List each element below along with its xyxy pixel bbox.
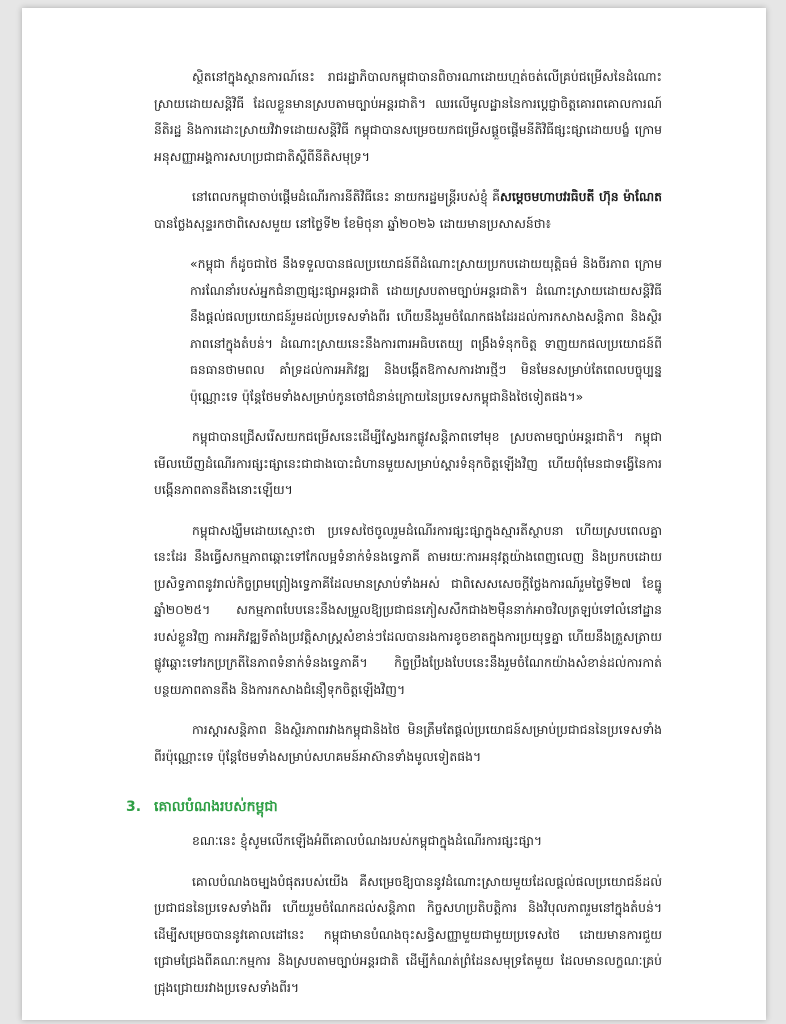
paragraph-speech-intro — [154, 184, 662, 237]
paragraph-asean: ការស្តារសន្តិភាព និងស្ថិរភាពរវាងកម្ពុជានិងថៃ មិនត្រឹមតែផ្តល់ប្រយោជន៍សម្រាប់ប្រជាជននៃប្រទេសទាំងពីរប៉ុណ្ណោះទេ ប៉ុន្តែថែមទាំងសម្រាប់សហគមន៍អាស៊ានទាំងមូលទៀតផង។ — [154, 722, 662, 764]
speech-intro-text-end: បានថ្លែងសុន្ទរកថាពិសេសមួយ នៅថ្ងៃទី២ ខែមិថុនា ឆ្នាំ២០២៦ ដោយមានប្រសាសន៍ថា៖ — [154, 215, 551, 231]
section-heading — [126, 794, 662, 820]
speech-intro-text: នៅពេលកម្ពុជាចាប់ផ្តើមដំណើរការនីតិវិធីនេះ នាយករដ្ឋមន្ត្រីរបស់ខ្ញុំ គឺ — [192, 189, 501, 204]
paragraph-context: ស្ថិតនៅក្នុងស្ថានការណ៍នេះ រាជរដ្ឋាភិបាលកម្ពុជាបានពិចារណាដោយហ្មត់ចត់លើគ្រប់ជម្រើសនៃដំណោះស្រាយដោយសន្តិវិធី ដែលខ្លួនមានស្របតាមច្បាប់អន្តរជាតិ។ ឈរលើមូលដ្ឋាននៃការប្តេជ្ញាចិត្តគោរពគោលការណ៍នីតិរដ្ឋ និងការដោះស្រាយវិវាទដោយសន្តិវិធី កម្ពុជាបានសម្រេចយកជម្រើសផ្តួចផ្តើមនីតិវិធីផ្សះផ្សាដោយបង្ខំ ក្រោមអនុសញ្ញាអង្គការសហប្រជាជាតិស្តីពីនីតិសមុទ្រ។ — [154, 69, 662, 164]
paragraph-objective: គោលបំណងចម្បងបំផុតរបស់យើង គឺសម្រេចឱ្យបាននូវដំណោះស្រាយមួយដែលផ្តល់ផលប្រយោជន៍ដល់ប្រជាជននៃប្រទេសទាំងពីរ ហើយរួមចំណែកដល់សន្តិភាព កិច្ចសហប្រតិបត្តិការ និងវិបុលភាពរួមនៅក្នុងតំបន់។ ដើម្បីសម្រេចបាននូវគោលដៅនេះ កម្ពុជាមានបំណងចុះសន្ធិសញ្ញាមួយជាមួយប្រទេសថៃ ដោយមានការជួយជ្រោមជ្រែងពីគណៈកម្មការ និងស្របតាមច្បាប់អន្តរជាតិ ដើម្បីកំណត់ព្រំដែនសមុទ្រតែមួយ ដែលមានលក្ខណៈគ្រប់ជ្រុងជ្រោយរវាងប្រទេសទាំងពីរ។ — [154, 873, 662, 995]
document-page — [22, 8, 766, 1020]
section-number: 3. — [126, 799, 142, 815]
paragraph-section-intro: ខណៈនេះ ខ្ញុំសូមលើកឡើងអំពីគោលបំណងរបស់កម្ពុជាក្នុងដំណើរការផ្សះផ្សា។ — [192, 833, 543, 848]
section-title: គោលបំណងរបស់កម្ពុជា — [154, 799, 278, 815]
speech-quote: «កម្ពុជា ក៏ដូចជាថៃ នឹងទទួលបានផលប្រយោជន៍ពីដំណោះស្រាយប្រកបដោយយុត្តិធម៌ និងចីរភាព ក្រោមការណែនាំរបស់អ្នកជំនាញផ្សះផ្សាអន្តរជាតិ ដោយស្របតាមច្បាប់អន្តរជាតិ។ ដំណោះស្រាយដោយសន្តិវិធីនឹងផ្តល់ផលប្រយោជន៍រួមដល់ប្រទេសទាំងពីរ ហើយនឹងរួមចំណែកផងដែរដល់ការកសាងសន្តិភាព និងស្ថិរភាពនៅក្នុងតំបន់។ ដំណោះស្រាយនេះនឹងការពារអធិបតេយ្យ ពង្រឹងទំនុកចិត្ត ទាញយកផលប្រយោជន៍ពីធនធានថាមពល គាំទ្រដល់ការអភិវឌ្ឍ និងបង្កើតឱកាសការងារថ្មីៗ មិនមែនសម្រាប់តែពេលបច្ចុប្បន្នប៉ុណ្ណោះទេ ប៉ុន្តែថែមទាំងសម្រាប់កូនចៅជំនាន់ក្រោយនៃប្រទេសកម្ពុជានិងថៃទៀតផង។» — [190, 256, 662, 404]
prime-minister-name: សម្តេចមហាបវរធិបតី ហ៊ុន ម៉ាណែត — [500, 189, 662, 204]
paragraph-hope: កម្ពុជាសង្ឃឹមដោយស្មោះថា ប្រទេសថៃចូលរួមដំណើរការផ្សះផ្សាក្នុងស្មារតីស្ថាបនា ហើយស្របពេលគ្នានេះដែរ នឹងធ្វើសកម្មភាពឆ្ពោះទៅកែលម្អទំនាក់ទំនងទ្វេភាគី តាមរយៈការអនុវត្តយ៉ាងពេញលេញ និងប្រកបដោយប្រសិទ្ធភាពនូវរាល់កិច្ចព្រមព្រៀងទ្វេភាគីដែលមានស្រាប់ទាំងអស់ ជាពិសេសសេចក្តីថ្លែងការណ៍រួមថ្ងៃទី២៧ ខែធ្នូ ឆ្នាំ២០២៥។ សកម្មភាពបែបនេះនឹងសម្រួលឱ្យប្រជាជនភៀសសឹកជាង២ម៉ឺននាក់អាចវិលត្រឡប់ទៅលំនៅដ្ឋានរបស់ខ្លួនវិញ ការអភិវឌ្ឍទីតាំងប្រវត្តិសាស្ត្រសំខាន់ៗដែលបានរងការខូចខាតក្នុងការប្រយុទ្ធគ្នា ហើយនឹងត្រួសត្រាយផ្លូវឆ្ពោះទៅរកប្រក្រតីនៃភាពទំនាក់ទំនងទ្វេភាគី។ កិច្ចប្រឹងប្រែងបែបនេះនឹងរួមចំណែកយ៉ាងសំខាន់ដល់ការកាត់បន្ថយភាពតានតឹង និងការកសាងជំនឿទុកចិត្តឡើងវិញ។ — [154, 522, 662, 697]
paragraph-choice: កម្ពុជាបានជ្រើសរើសយកជម្រើសនេះដើម្បីស្វែងរកផ្លូវសន្តិភាពទៅមុខ ស្របតាមច្បាប់អន្តរជាតិ។ កម្ពុជាមើលឃើញដំណើរការផ្សះផ្សានេះជាជាងបោះជំហានមួយសម្រាប់ស្តារទំនុកចិត្តឡើងវិញ ហើយពុំមែនជាទង្វើនៃការបង្កើនភាពតានតឹងនោះឡើយ។ — [154, 429, 662, 497]
